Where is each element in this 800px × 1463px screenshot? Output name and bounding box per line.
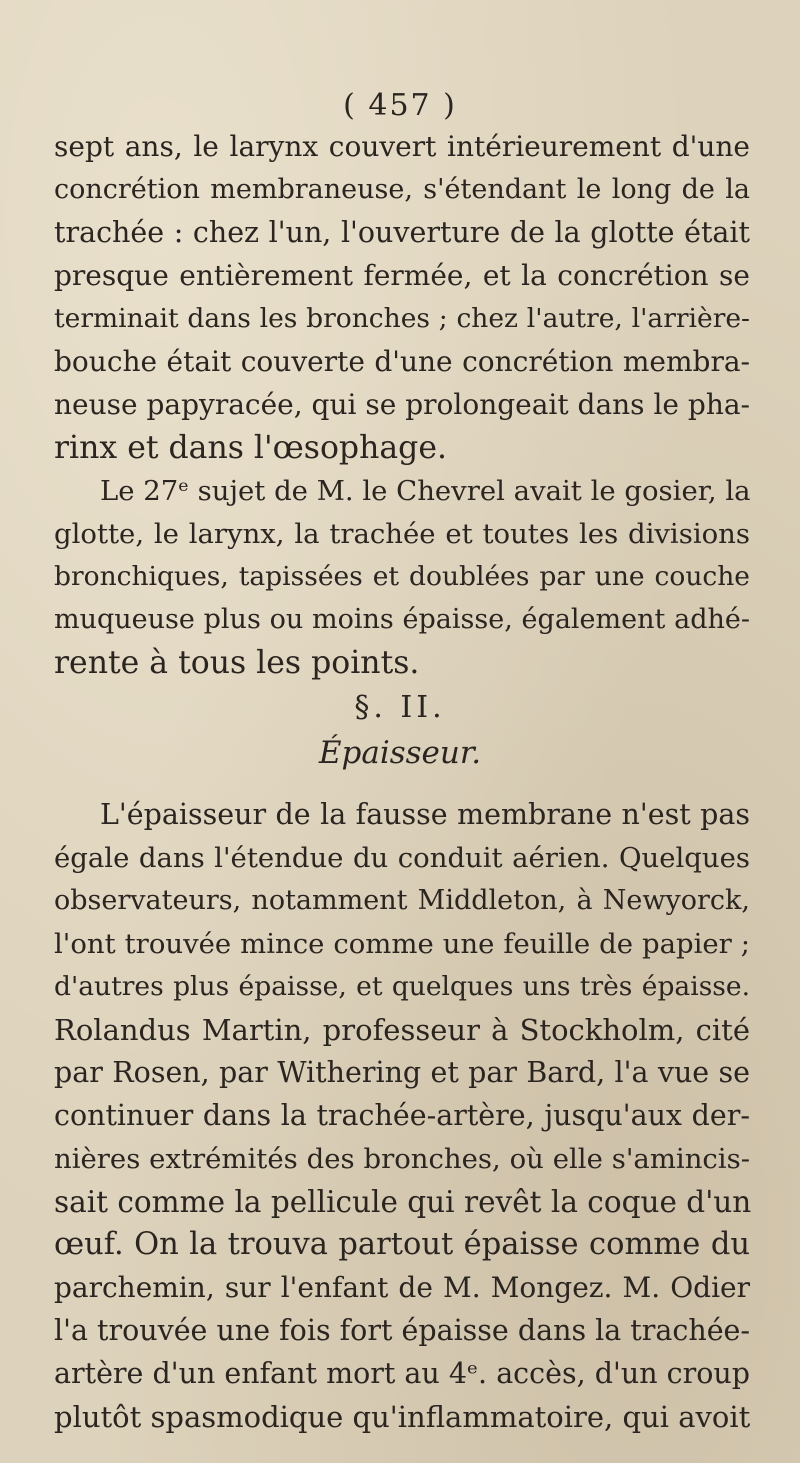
text-line: rente à tous les points.	[54, 645, 420, 681]
text-line: l'ont trouvée mince comme une feuille de papier ;	[54, 928, 750, 960]
text-line: par Rosen, par Withering et par Bard, l'a vue se	[54, 1056, 750, 1089]
text-line: artère d'un enfant mort au 4ᵉ. accès, d'un croup	[54, 1357, 750, 1390]
text-line: bouche était couverte d'une concrétion membra-	[54, 345, 750, 378]
section-number: §. II.	[354, 690, 446, 725]
text-line: observateurs, notamment Middleton, à Newyorck,	[54, 885, 750, 916]
text-line: trachée : chez l'un, l'ouverture de la glotte était	[54, 216, 750, 249]
text-line: d'autres plus épaisse, et quelques uns très épaisse.	[54, 971, 750, 1002]
text-line: presque entièrement fermée, et la concrétion se	[54, 259, 750, 292]
text-line: Le 27ᵉ sujet de M. le Chevrel avait le gosier, la	[100, 475, 751, 507]
text-line: muqueuse plus ou moins épaisse, également adhé-	[54, 604, 750, 635]
text-line: parchemin, sur l'enfant de M. Mongez. M. Odier	[54, 1271, 750, 1304]
text-line: égale dans l'étendue du conduit aérien. Quelques	[54, 842, 750, 874]
text-line: nières extrémités des bronches, où elle s'amincis-	[54, 1143, 750, 1175]
text-line: plutôt spasmodique qu'inflammatoire, qui avoit	[54, 1400, 751, 1434]
text-line: neuse papyracée, qui se prolongeait dans le pha-	[54, 388, 750, 421]
text-line: l'a trouvée une fois fort épaisse dans la trachée-	[54, 1314, 751, 1347]
text-line: glotte, le larynx, la trachée et toutes les divisions	[54, 518, 750, 550]
page-number: ( 457 )	[343, 88, 457, 123]
text-line: Rolandus Martin, professeur à Stockholm, cité	[54, 1013, 750, 1047]
text-line: bronchiques, tapissées et doublées par une couche	[54, 561, 750, 592]
text-line: sait comme la pellicule qui revêt la coque d'un	[54, 1185, 752, 1219]
text-line: terminait dans les bronches ; chez l'autre, l'arrière-	[54, 303, 750, 334]
text-line: continuer dans la trachée-artère, jusqu'aux der-	[54, 1099, 750, 1132]
text-line: L'épaisseur de la fausse membrane n'est pas	[100, 798, 750, 831]
text-line: œuf. On la trouva partout épaisse comme du	[54, 1227, 750, 1262]
section-title: Épaisseur.	[318, 735, 482, 771]
text-line: sept ans, le larynx couvert intérieurement d'une	[54, 130, 750, 163]
text-line: rinx et dans l'œsophage.	[54, 430, 447, 466]
text-line: concrétion membraneuse, s'étendant le long de la	[54, 174, 750, 205]
